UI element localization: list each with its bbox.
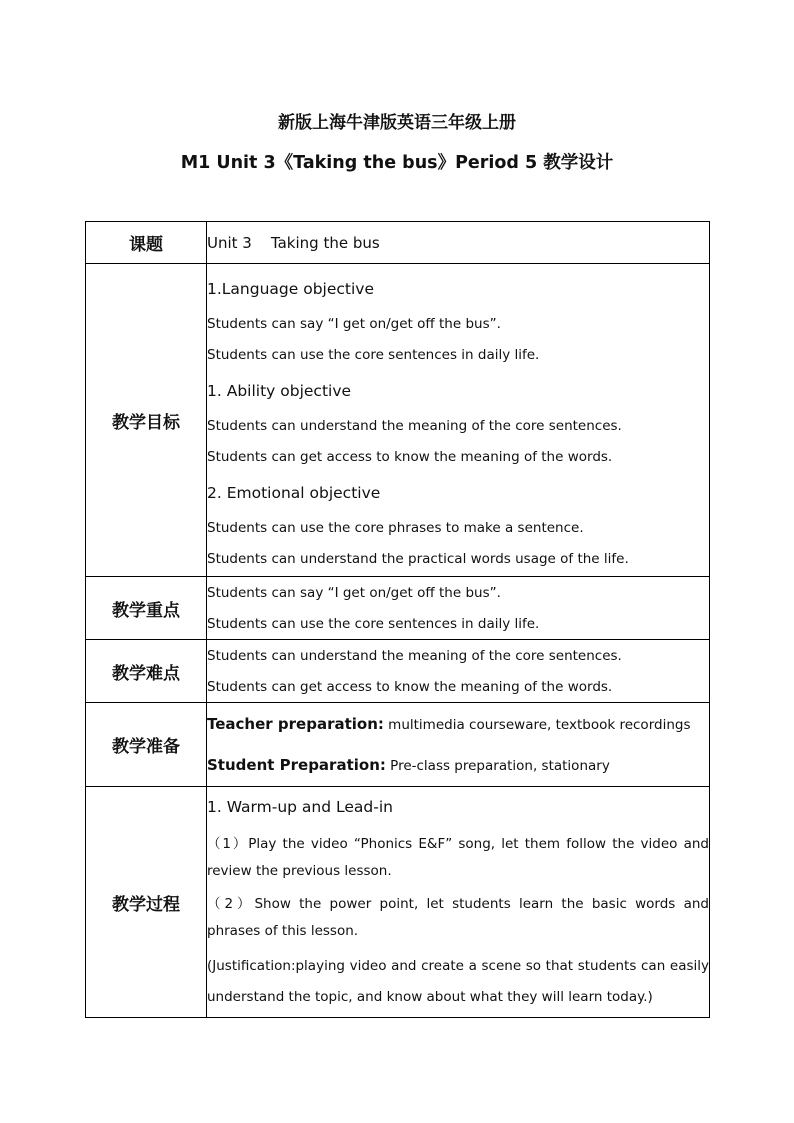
row-difficulties [86,640,710,703]
difficulty-line: Students can get access to know the meaning of the words. [207,678,613,695]
difficulty-line: Students can understand the meaning of the core sentences. [207,647,622,664]
objective-heading-emotional: 2. Emotional objective [207,483,381,502]
process-justification: (Justification:playing video and create a scene so that students can easily understand the topic, and know about what they will learn today.) [207,958,709,1005]
objective-line: Students can use the core phrases to make a sentence. [207,519,584,536]
key-point-line: Students can use the core sentences in daily life. [207,615,540,632]
objective-line: Students can understand the practical words usage of the life. [207,550,629,567]
student-preparation [207,756,709,775]
objective-line: Students can use the core sentences in daily life. [207,346,540,363]
label-difficulties: 教学难点 [86,640,207,703]
label-preparation: 教学准备 [86,703,207,787]
document-title: 新版上海牛津版英语三年级上册 [278,113,516,133]
process-step: （1）Play the video “Phonics E&F” song, let them follow the video and review the previous lesson. [207,836,709,879]
teacher-preparation-value: multimedia courseware, textbook recordings [383,716,691,733]
student-preparation-value: Pre-class preparation, stationary [385,757,610,774]
row-objectives [86,264,710,577]
label-objectives: 教学目标 [86,264,207,577]
teacher-preparation-label: Teacher preparation: [207,714,384,733]
process-heading: 1. Warm-up and Lead-in [207,798,393,816]
teacher-preparation [207,715,709,734]
lesson-plan-table [85,221,710,1018]
objective-line: Students can understand the meaning of the core sentences. [207,417,622,434]
row-preparation [86,703,710,787]
label-key-points: 教学重点 [86,577,207,640]
key-point-line: Students can say “I get on/get off the bus”. [207,584,501,601]
objective-heading-ability: 1. Ability objective [207,381,352,400]
process-step: （2）Show the power point, let students learn the basic words and phrases of this lesson. [207,896,709,939]
student-preparation-label: Student Preparation: [207,755,386,774]
objective-line: Students can say “I get on/get off the bus”. [207,315,501,332]
label-process: 教学过程 [86,787,207,1018]
objective-heading-language: 1.Language objective [207,279,374,298]
row-process [86,787,710,1018]
objective-line: Students can get access to know the meaning of the words. [207,448,613,465]
document-subtitle: M1 Unit 3《Taking the bus》Period 5 教学设计 [180,153,614,173]
label-topic: 课题 [86,222,207,264]
row-topic [86,222,710,264]
row-key-points [86,577,710,640]
topic-value: Unit 3 Taking the bus [207,233,380,252]
